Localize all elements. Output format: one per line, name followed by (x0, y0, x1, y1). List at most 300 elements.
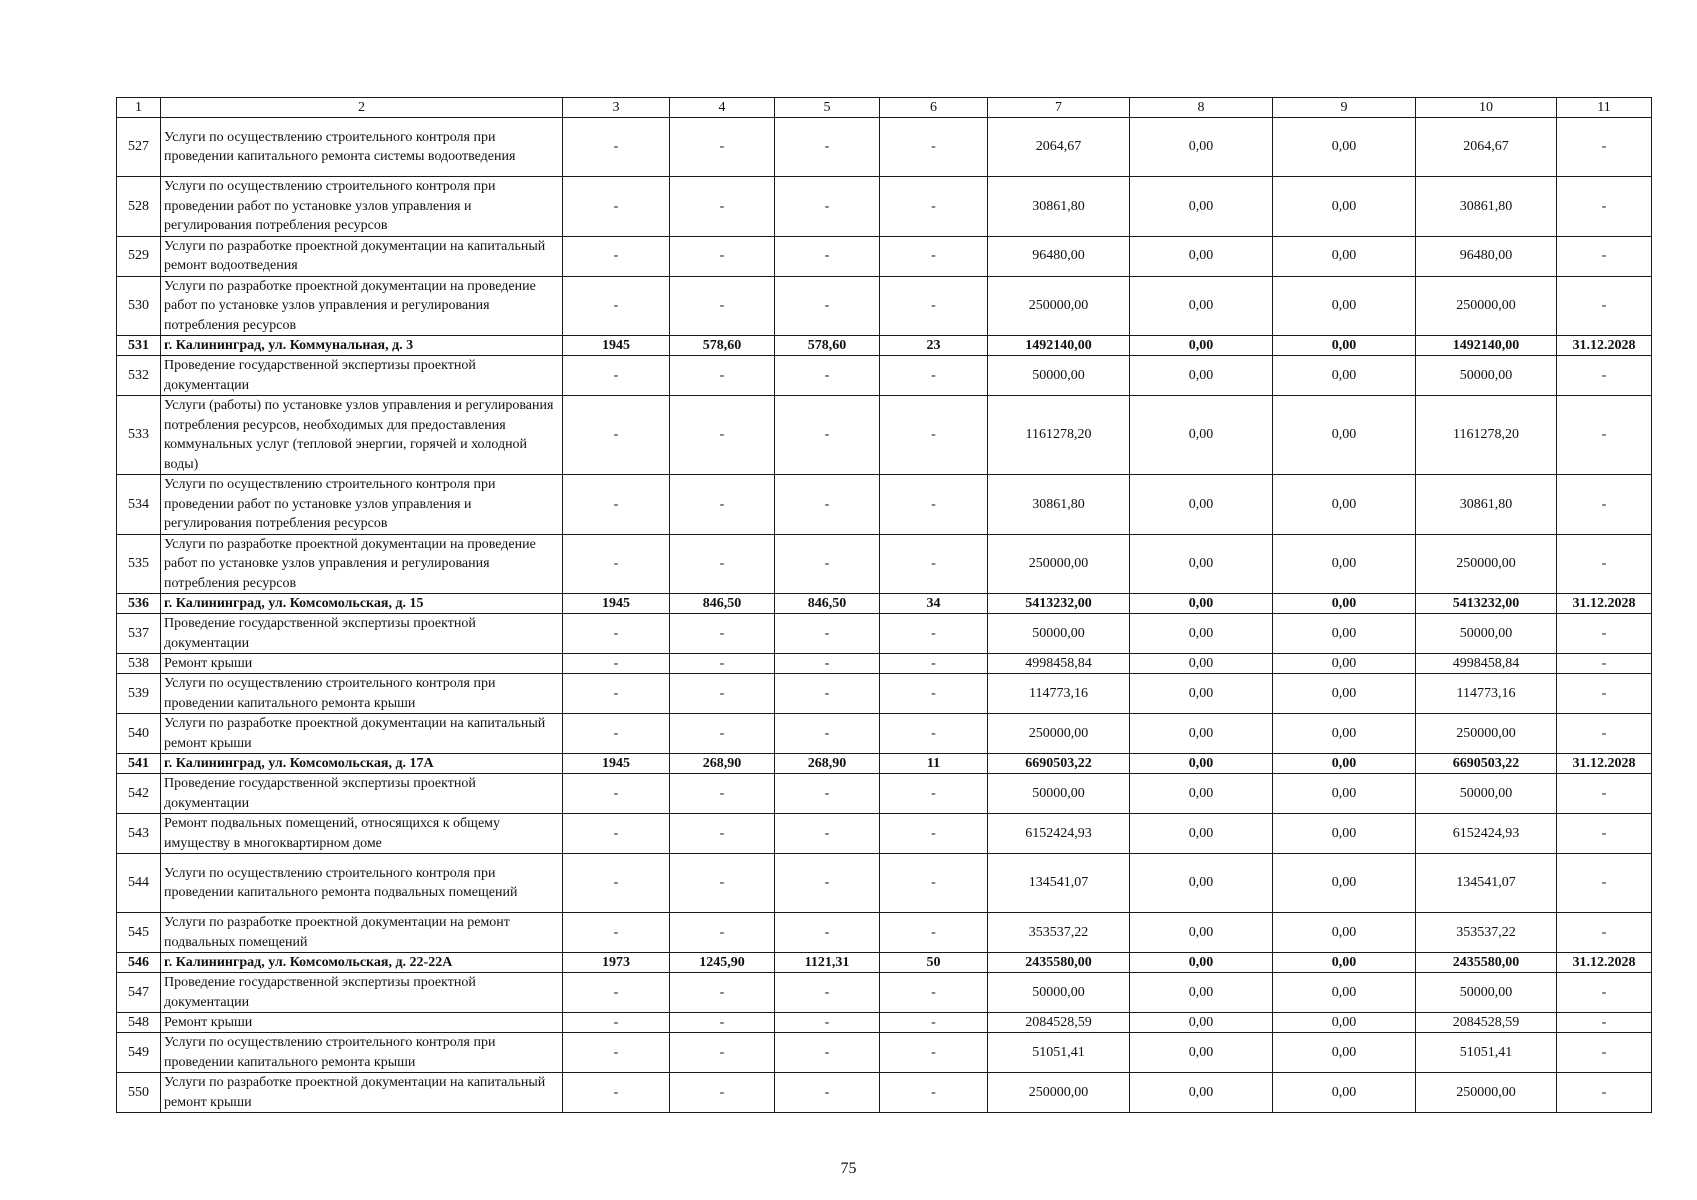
area-living-cell: - (775, 396, 880, 475)
table-body (117, 118, 1652, 1113)
area-total-cell: - (670, 534, 775, 594)
deadline-cell: - (1557, 1033, 1652, 1073)
residents-cell: - (880, 714, 988, 754)
cost-fund-a-cell: 0,00 (1130, 754, 1273, 774)
cost-fund-b-cell: 0,00 (1273, 594, 1416, 614)
area-living-cell: - (775, 973, 880, 1013)
cost-fund-b-cell: 0,00 (1273, 396, 1416, 475)
area-living-cell: - (775, 774, 880, 814)
description-cell: Услуги по осуществлению строительного контроля при проведении капитального ремонта системы водоотведения (161, 118, 563, 177)
cost-total-cell: 50000,00 (988, 973, 1130, 1013)
cost-owners-cell: 5413232,00 (1416, 594, 1557, 614)
deadline-cell: - (1557, 1073, 1652, 1113)
deadline-cell: - (1557, 1013, 1652, 1033)
year-cell: - (563, 674, 670, 714)
row-number-cell: 546 (117, 953, 161, 973)
description-cell: Услуги по разработке проектной документации на ремонт подвальных помещений (161, 913, 563, 953)
residents-cell: - (880, 276, 988, 336)
cost-fund-b-cell: 0,00 (1273, 854, 1416, 913)
cost-fund-b-cell: 0,00 (1273, 475, 1416, 535)
cost-owners-cell: 134541,07 (1416, 854, 1557, 913)
cost-fund-a-cell: 0,00 (1130, 953, 1273, 973)
area-total-cell: 846,50 (670, 594, 775, 614)
year-cell: - (563, 854, 670, 913)
cost-owners-cell: 2084528,59 (1416, 1013, 1557, 1033)
row-number-cell: 537 (117, 614, 161, 654)
area-living-cell: - (775, 674, 880, 714)
residents-cell: - (880, 774, 988, 814)
area-total-cell: - (670, 1073, 775, 1113)
cost-fund-b-cell: 0,00 (1273, 754, 1416, 774)
cost-fund-b-cell: 0,00 (1273, 118, 1416, 177)
year-cell: - (563, 356, 670, 396)
year-cell: - (563, 534, 670, 594)
area-living-cell: 846,50 (775, 594, 880, 614)
area-total-cell: 578,60 (670, 336, 775, 356)
cost-fund-b-cell: 0,00 (1273, 276, 1416, 336)
table-row (117, 774, 1652, 814)
year-cell: - (563, 396, 670, 475)
area-total-cell: - (670, 276, 775, 336)
deadline-cell: 31.12.2028 (1557, 594, 1652, 614)
cost-fund-a-cell: 0,00 (1130, 356, 1273, 396)
table-row (117, 177, 1652, 237)
area-living-cell: - (775, 177, 880, 237)
row-number-cell: 534 (117, 475, 161, 535)
table-row (117, 396, 1652, 475)
year-cell: 1945 (563, 336, 670, 356)
table-row (117, 973, 1652, 1013)
area-total-cell: 1245,90 (670, 953, 775, 973)
cost-fund-b-cell: 0,00 (1273, 356, 1416, 396)
area-living-cell: - (775, 1033, 880, 1073)
area-total-cell: - (670, 236, 775, 276)
deadline-cell: - (1557, 356, 1652, 396)
cost-total-cell: 250000,00 (988, 714, 1130, 754)
deadline-cell: - (1557, 654, 1652, 674)
deadline-cell: - (1557, 814, 1652, 854)
cost-owners-cell: 250000,00 (1416, 1073, 1557, 1113)
description-cell: Услуги по разработке проектной документации на капитальный ремонт крыши (161, 714, 563, 754)
residents-cell: - (880, 177, 988, 237)
area-total-cell: - (670, 814, 775, 854)
table-row (117, 714, 1652, 754)
area-total-cell: - (670, 913, 775, 953)
area-living-cell: - (775, 1073, 880, 1113)
residents-cell: - (880, 1073, 988, 1113)
table-row (117, 1013, 1652, 1033)
header-cell: 8 (1130, 98, 1273, 118)
table-row (117, 276, 1652, 336)
area-living-cell: - (775, 475, 880, 535)
year-cell: 1945 (563, 594, 670, 614)
cost-total-cell: 30861,80 (988, 177, 1130, 237)
area-total-cell: - (670, 177, 775, 237)
cost-fund-b-cell: 0,00 (1273, 953, 1416, 973)
cost-total-cell: 353537,22 (988, 913, 1130, 953)
area-living-cell: - (775, 118, 880, 177)
row-number-cell: 544 (117, 854, 161, 913)
row-number-cell: 535 (117, 534, 161, 594)
area-living-cell: - (775, 356, 880, 396)
year-cell: 1945 (563, 754, 670, 774)
year-cell: - (563, 973, 670, 1013)
cost-fund-a-cell: 0,00 (1130, 236, 1273, 276)
row-number-cell: 536 (117, 594, 161, 614)
cost-total-cell: 2435580,00 (988, 953, 1130, 973)
header-cell: 4 (670, 98, 775, 118)
deadline-cell: - (1557, 118, 1652, 177)
area-total-cell: - (670, 973, 775, 1013)
area-living-cell: - (775, 714, 880, 754)
deadline-cell: - (1557, 913, 1652, 953)
description-cell: Услуги по разработке проектной документации на проведение работ по установке узлов управления и регулирования потребления ресурсов (161, 534, 563, 594)
row-number-cell: 528 (117, 177, 161, 237)
description-cell: г. Калининград, ул. Коммунальная, д. 3 (161, 336, 563, 356)
address-row (117, 754, 1652, 774)
deadline-cell: - (1557, 714, 1652, 754)
year-cell: - (563, 774, 670, 814)
area-total-cell: - (670, 654, 775, 674)
cost-total-cell: 4998458,84 (988, 654, 1130, 674)
row-number-cell: 538 (117, 654, 161, 674)
year-cell: - (563, 913, 670, 953)
row-number-cell: 550 (117, 1073, 161, 1113)
cost-owners-cell: 250000,00 (1416, 276, 1557, 336)
deadline-cell: - (1557, 973, 1652, 1013)
description-cell: г. Калининград, ул. Комсомольская, д. 15 (161, 594, 563, 614)
cost-total-cell: 2084528,59 (988, 1013, 1130, 1033)
row-number-cell: 533 (117, 396, 161, 475)
area-living-cell: - (775, 236, 880, 276)
description-cell: Проведение государственной экспертизы проектной документации (161, 973, 563, 1013)
area-total-cell: - (670, 714, 775, 754)
address-row (117, 336, 1652, 356)
cost-total-cell: 5413232,00 (988, 594, 1130, 614)
table-row (117, 654, 1652, 674)
area-total-cell: - (670, 674, 775, 714)
residents-cell: - (880, 913, 988, 953)
year-cell: - (563, 118, 670, 177)
residents-cell: - (880, 1033, 988, 1073)
row-number-cell: 530 (117, 276, 161, 336)
table-row (117, 1033, 1652, 1073)
cost-owners-cell: 96480,00 (1416, 236, 1557, 276)
year-cell: - (563, 654, 670, 674)
cost-owners-cell: 2435580,00 (1416, 953, 1557, 973)
row-number-cell: 531 (117, 336, 161, 356)
area-total-cell: - (670, 475, 775, 535)
cost-fund-a-cell: 0,00 (1130, 1033, 1273, 1073)
description-cell: г. Калининград, ул. Комсомольская, д. 22-22А (161, 953, 563, 973)
cost-fund-a-cell: 0,00 (1130, 534, 1273, 594)
residents-cell: 50 (880, 953, 988, 973)
area-total-cell: - (670, 1013, 775, 1033)
cost-owners-cell: 114773,16 (1416, 674, 1557, 714)
year-cell: - (563, 1033, 670, 1073)
cost-fund-a-cell: 0,00 (1130, 774, 1273, 814)
area-total-cell: 268,90 (670, 754, 775, 774)
cost-total-cell: 250000,00 (988, 1073, 1130, 1113)
deadline-cell: - (1557, 475, 1652, 535)
area-total-cell: - (670, 1033, 775, 1073)
cost-total-cell: 6152424,93 (988, 814, 1130, 854)
cost-total-cell: 250000,00 (988, 534, 1130, 594)
cost-fund-a-cell: 0,00 (1130, 674, 1273, 714)
address-row (117, 594, 1652, 614)
cost-owners-cell: 50000,00 (1416, 973, 1557, 1013)
row-number-cell: 545 (117, 913, 161, 953)
header-cell: 2 (161, 98, 563, 118)
cost-fund-a-cell: 0,00 (1130, 594, 1273, 614)
description-cell: Услуги (работы) по установке узлов управления и регулирования потребления ресурсов, необходимых для предоставления коммунальных услуг (тепловой энергии, горячей и холодной воды) (161, 396, 563, 475)
residents-cell: - (880, 118, 988, 177)
deadline-cell: 31.12.2028 (1557, 953, 1652, 973)
table-row (117, 614, 1652, 654)
year-cell: - (563, 475, 670, 535)
residents-cell: 34 (880, 594, 988, 614)
year-cell: - (563, 177, 670, 237)
year-cell: - (563, 614, 670, 654)
header-cell: 10 (1416, 98, 1557, 118)
residents-cell: - (880, 654, 988, 674)
table-row (117, 356, 1652, 396)
cost-total-cell: 134541,07 (988, 854, 1130, 913)
cost-fund-a-cell: 0,00 (1130, 276, 1273, 336)
cost-total-cell: 1492140,00 (988, 336, 1130, 356)
deadline-cell: - (1557, 236, 1652, 276)
description-cell: Услуги по осуществлению строительного контроля при проведении капитального ремонта крыши (161, 674, 563, 714)
area-living-cell: - (775, 534, 880, 594)
cost-fund-b-cell: 0,00 (1273, 913, 1416, 953)
residents-cell: - (880, 534, 988, 594)
area-total-cell: - (670, 614, 775, 654)
cost-fund-b-cell: 0,00 (1273, 336, 1416, 356)
table-row (117, 674, 1652, 714)
cost-total-cell: 250000,00 (988, 276, 1130, 336)
table-row (117, 913, 1652, 953)
cost-owners-cell: 1492140,00 (1416, 336, 1557, 356)
area-living-cell: - (775, 814, 880, 854)
residents-cell: - (880, 475, 988, 535)
cost-fund-a-cell: 0,00 (1130, 714, 1273, 754)
residents-cell: - (880, 814, 988, 854)
deadline-cell: - (1557, 177, 1652, 237)
description-cell: Ремонт подвальных помещений, относящихся к общему имуществу в многоквартирном доме (161, 814, 563, 854)
deadline-cell: - (1557, 614, 1652, 654)
row-number-cell: 532 (117, 356, 161, 396)
cost-owners-cell: 50000,00 (1416, 774, 1557, 814)
cost-fund-b-cell: 0,00 (1273, 614, 1416, 654)
cost-fund-a-cell: 0,00 (1130, 614, 1273, 654)
cost-owners-cell: 6690503,22 (1416, 754, 1557, 774)
cost-owners-cell: 250000,00 (1416, 534, 1557, 594)
cost-total-cell: 6690503,22 (988, 754, 1130, 774)
page-number: 75 (840, 1160, 857, 1177)
cost-owners-cell: 2064,67 (1416, 118, 1557, 177)
cost-owners-cell: 50000,00 (1416, 356, 1557, 396)
cost-total-cell: 2064,67 (988, 118, 1130, 177)
cost-owners-cell: 1161278,20 (1416, 396, 1557, 475)
area-living-cell: - (775, 614, 880, 654)
description-cell: Услуги по осуществлению строительного контроля при проведении капитального ремонта подвальных помещений (161, 854, 563, 913)
header-cell: 11 (1557, 98, 1652, 118)
area-living-cell: - (775, 654, 880, 674)
residents-cell: 11 (880, 754, 988, 774)
row-number-cell: 549 (117, 1033, 161, 1073)
cost-owners-cell: 250000,00 (1416, 714, 1557, 754)
row-number-cell: 541 (117, 754, 161, 774)
residents-cell: - (880, 356, 988, 396)
cost-fund-b-cell: 0,00 (1273, 534, 1416, 594)
description-cell: Проведение государственной экспертизы проектной документации (161, 774, 563, 814)
residents-cell: - (880, 674, 988, 714)
deadline-cell: - (1557, 534, 1652, 594)
header-cell: 3 (563, 98, 670, 118)
cost-fund-b-cell: 0,00 (1273, 654, 1416, 674)
cost-total-cell: 50000,00 (988, 774, 1130, 814)
residents-cell: - (880, 854, 988, 913)
cost-fund-b-cell: 0,00 (1273, 1073, 1416, 1113)
table-header (117, 98, 1652, 118)
year-cell: - (563, 1073, 670, 1113)
residents-cell: - (880, 396, 988, 475)
cost-fund-a-cell: 0,00 (1130, 973, 1273, 1013)
cost-fund-b-cell: 0,00 (1273, 674, 1416, 714)
deadline-cell: - (1557, 276, 1652, 336)
cost-total-cell: 50000,00 (988, 614, 1130, 654)
cost-fund-a-cell: 0,00 (1130, 854, 1273, 913)
cost-fund-b-cell: 0,00 (1273, 1033, 1416, 1073)
cost-total-cell: 50000,00 (988, 356, 1130, 396)
area-living-cell: - (775, 276, 880, 336)
table-row (117, 534, 1652, 594)
year-cell: - (563, 236, 670, 276)
cost-total-cell: 96480,00 (988, 236, 1130, 276)
area-living-cell: 1121,31 (775, 953, 880, 973)
description-cell: Услуги по разработке проектной документации на проведение работ по установке узлов управления и регулирования потребления ресурсов (161, 276, 563, 336)
cost-fund-b-cell: 0,00 (1273, 177, 1416, 237)
cost-owners-cell: 50000,00 (1416, 614, 1557, 654)
deadline-cell: - (1557, 774, 1652, 814)
deadline-cell: 31.12.2028 (1557, 336, 1652, 356)
cost-fund-a-cell: 0,00 (1130, 475, 1273, 535)
cost-owners-cell: 30861,80 (1416, 177, 1557, 237)
table-row (117, 475, 1652, 535)
table-row (117, 854, 1652, 913)
table-row (117, 118, 1652, 177)
cost-total-cell: 114773,16 (988, 674, 1130, 714)
area-living-cell: - (775, 913, 880, 953)
residents-cell: - (880, 973, 988, 1013)
area-total-cell: - (670, 396, 775, 475)
description-cell: Проведение государственной экспертизы проектной документации (161, 614, 563, 654)
cost-owners-cell: 6152424,93 (1416, 814, 1557, 854)
cost-total-cell: 30861,80 (988, 475, 1130, 535)
header-cell: 5 (775, 98, 880, 118)
table-row (117, 1073, 1652, 1113)
row-number-cell: 542 (117, 774, 161, 814)
description-cell: Проведение государственной экспертизы проектной документации (161, 356, 563, 396)
description-cell: Услуги по осуществлению строительного контроля при проведении работ по установке узлов управления и регулирования потребления ресурсов (161, 475, 563, 535)
year-cell: - (563, 1013, 670, 1033)
area-living-cell: 578,60 (775, 336, 880, 356)
cost-fund-a-cell: 0,00 (1130, 814, 1273, 854)
header-cell: 7 (988, 98, 1130, 118)
cost-owners-cell: 353537,22 (1416, 913, 1557, 953)
year-cell: - (563, 814, 670, 854)
description-cell: Услуги по осуществлению строительного контроля при проведении капитального ремонта крыши (161, 1033, 563, 1073)
cost-fund-b-cell: 0,00 (1273, 1013, 1416, 1033)
year-cell: - (563, 276, 670, 336)
cost-fund-a-cell: 0,00 (1130, 1013, 1273, 1033)
description-cell: Услуги по разработке проектной документации на капитальный ремонт крыши (161, 1073, 563, 1113)
row-number-cell: 539 (117, 674, 161, 714)
area-living-cell: - (775, 1013, 880, 1033)
deadline-cell: - (1557, 396, 1652, 475)
cost-total-cell: 1161278,20 (988, 396, 1130, 475)
row-number-cell: 540 (117, 714, 161, 754)
address-row (117, 953, 1652, 973)
area-total-cell: - (670, 118, 775, 177)
row-number-cell: 547 (117, 973, 161, 1013)
row-number-cell: 543 (117, 814, 161, 854)
year-cell: - (563, 714, 670, 754)
header-cell: 9 (1273, 98, 1416, 118)
deadline-cell: 31.12.2028 (1557, 754, 1652, 774)
header-cell: 6 (880, 98, 988, 118)
cost-owners-cell: 30861,80 (1416, 475, 1557, 535)
cost-fund-b-cell: 0,00 (1273, 814, 1416, 854)
area-living-cell: - (775, 854, 880, 913)
document-page (116, 97, 1651, 1113)
cost-fund-a-cell: 0,00 (1130, 396, 1273, 475)
cost-fund-a-cell: 0,00 (1130, 336, 1273, 356)
area-living-cell: 268,90 (775, 754, 880, 774)
row-number-cell: 527 (117, 118, 161, 177)
description-cell: Услуги по осуществлению строительного контроля при проведении работ по установке узлов управления и регулирования потребления ресурсов (161, 177, 563, 237)
year-cell: 1973 (563, 953, 670, 973)
description-cell: Ремонт крыши (161, 1013, 563, 1033)
residents-cell: - (880, 614, 988, 654)
table-row (117, 236, 1652, 276)
row-number-cell: 548 (117, 1013, 161, 1033)
residents-cell: - (880, 1013, 988, 1033)
description-cell: Услуги по разработке проектной документации на капитальный ремонт водоотведения (161, 236, 563, 276)
residents-cell: 23 (880, 336, 988, 356)
header-cell: 1 (117, 98, 161, 118)
cost-fund-b-cell: 0,00 (1273, 236, 1416, 276)
cost-fund-a-cell: 0,00 (1130, 913, 1273, 953)
cost-fund-a-cell: 0,00 (1130, 118, 1273, 177)
area-total-cell: - (670, 356, 775, 396)
cost-owners-cell: 51051,41 (1416, 1033, 1557, 1073)
description-cell: г. Калининград, ул. Комсомольская, д. 17А (161, 754, 563, 774)
cost-fund-a-cell: 0,00 (1130, 654, 1273, 674)
deadline-cell: - (1557, 674, 1652, 714)
description-cell: Ремонт крыши (161, 654, 563, 674)
area-total-cell: - (670, 854, 775, 913)
deadline-cell: - (1557, 854, 1652, 913)
table-header-row (117, 98, 1652, 118)
cost-fund-b-cell: 0,00 (1273, 774, 1416, 814)
residents-cell: - (880, 236, 988, 276)
cost-fund-a-cell: 0,00 (1130, 177, 1273, 237)
area-total-cell: - (670, 774, 775, 814)
cost-fund-a-cell: 0,00 (1130, 1073, 1273, 1113)
cost-fund-b-cell: 0,00 (1273, 973, 1416, 1013)
table-row (117, 814, 1652, 854)
